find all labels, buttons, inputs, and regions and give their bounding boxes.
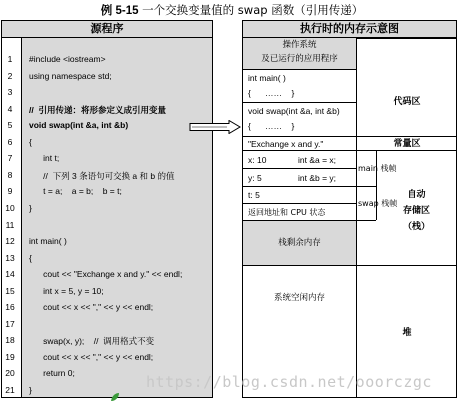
row-line [243,220,376,221]
code-area-label: 代码区 [393,97,421,107]
line-number: 2 [7,70,13,81]
line-number: 4 [7,103,13,114]
row-line [243,150,457,151]
watermark: https://blog.csdn.net/ooorczgc [146,373,432,391]
row-line [243,168,356,169]
a-reference: int &a = x; [298,155,337,165]
line-number: 9 [7,186,13,197]
example-number: 例 5-15 [100,5,139,17]
code-line: int t; [29,153,60,164]
arrow-right-icon [189,120,241,134]
code-line: // 引用传递：将形参定义成引用变量 [29,104,166,115]
code-line: t = a; a = b; b = t; [29,186,122,197]
line-number: 13 [5,252,15,263]
const-string: "Exchange x and y." [248,139,324,149]
source-header: 源程序 [1,20,213,38]
code-line: // 下列 3 条语句可交换 a 和 b 的值 [29,170,175,181]
memory-inner-divider [356,38,357,397]
page-title [0,0,464,20]
auto-area-label-2: 存储区 [402,206,430,216]
line-number: 12 [5,236,15,247]
example-title: 一个交换变量值的 swap 函数（引用传递） [142,3,364,17]
row-line [243,136,457,137]
code-line: } [29,202,32,213]
line-number: 3 [7,87,13,98]
row-line [243,69,356,70]
memory-header: 执行时的内存示意图 [242,20,457,38]
main-decl: int main( ) [248,73,286,83]
code-line: cout << x << "," << y << endl; [29,302,154,313]
line-number: 15 [5,285,15,296]
os-label-1: 操作系统 [282,40,317,50]
row-line [356,38,457,39]
os-label-2: 及已运行的应用程序 [261,54,338,64]
line-number: 17 [5,318,15,329]
code-line: void swap(int &a, int &b) [29,120,129,131]
return-cpu-state: 返回地址和 CPU 状态 [248,208,326,217]
line-number: 6 [7,136,13,147]
line-number: 18 [5,335,15,346]
row-line [243,102,356,103]
swap-body: { …… } [248,121,295,131]
leaf-icon [110,392,120,402]
auto-area-label-3: （栈） [402,222,430,232]
line-number: 11 [5,219,15,230]
row-line [243,186,376,187]
line-number: 8 [7,169,13,180]
line-number: 5 [7,120,13,131]
y-value: y: 5 [248,173,262,183]
b-reference: int &b = y; [298,173,337,183]
row-line [243,265,457,266]
main-stack-label: main 栈帧 [358,164,397,173]
line-number: 14 [5,269,15,280]
main-body: { …… } [248,88,295,98]
line-number: 21 [5,385,15,395]
x-value: x: 10 [248,155,267,165]
t-value: t: 5 [248,190,260,200]
code-line: } [29,385,32,395]
swap-decl: void swap(int &a, int &b) [248,106,340,116]
line-number: 10 [5,202,15,213]
auto-area-label-1: 自动 [407,190,426,200]
code-line: int main( ) [29,236,67,247]
code-line: { [29,252,32,263]
code-line: #include <iostream> [29,54,106,64]
line-number: 16 [5,302,15,313]
const-area-label: 常量区 [393,139,421,149]
code-line: return 0; [29,368,75,379]
line-number: 19 [5,351,15,362]
line-number: 1 [7,54,13,64]
line-number: 7 [7,153,13,164]
code-line: int x = 5, y = 10; [29,285,104,296]
code-line: cout << x << "," << y << endl; [29,351,154,362]
sys-free-label: 系统空闲内存 [273,293,325,303]
code-line: { [29,136,32,147]
heap-label: 堆 [402,328,412,338]
code-line: cout << "Exchange x and y." << endl; [29,269,183,280]
code-line: swap(x, y); // 调用格式不变 [29,336,155,347]
row-line [243,203,356,204]
swap-stack-label: swap 栈帧 [358,199,398,208]
stack-free-label: 栈剩余内存 [278,238,321,248]
line-number: 20 [5,368,15,379]
code-line: using namespace std; [29,70,112,81]
